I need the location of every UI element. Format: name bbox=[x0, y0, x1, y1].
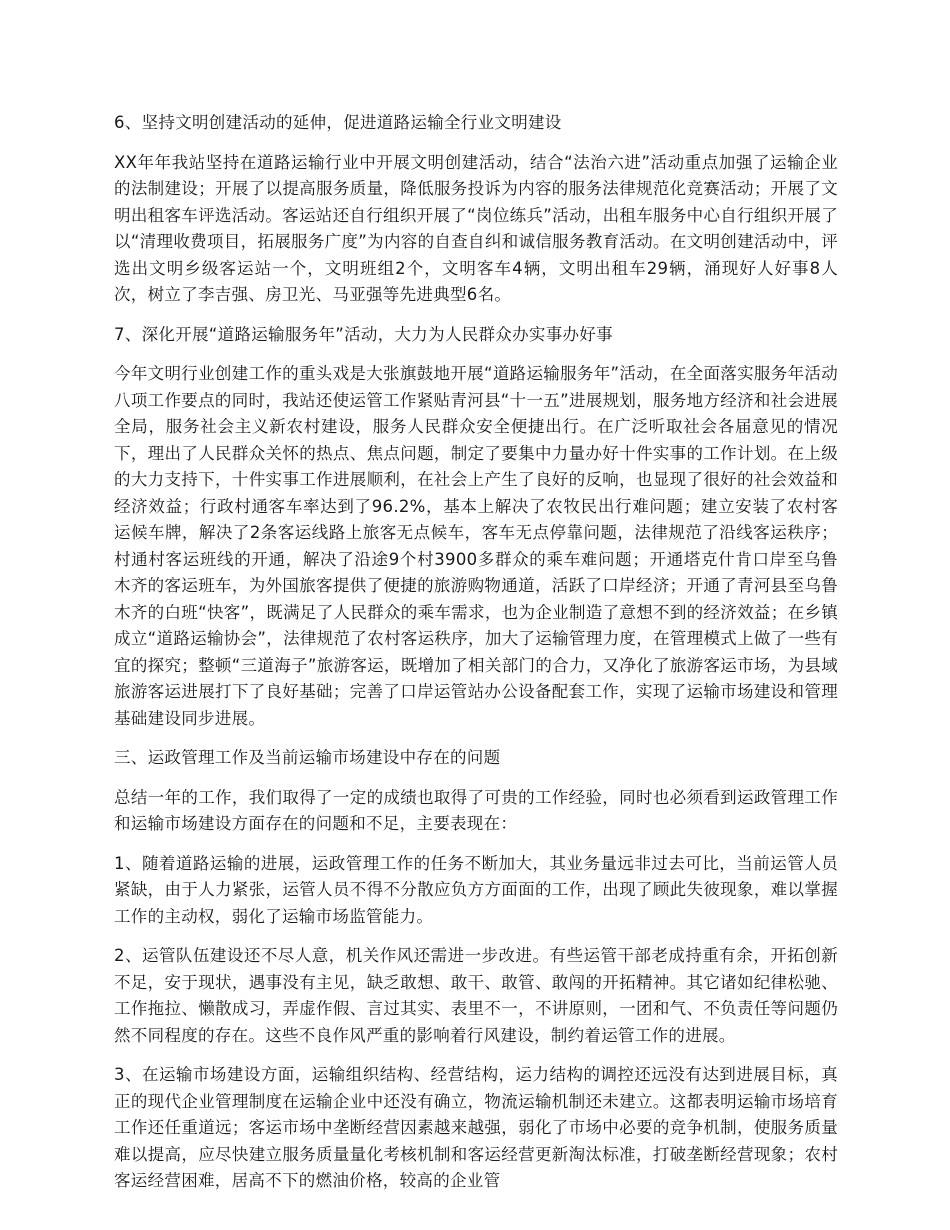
document-page bbox=[114, 110, 838, 1208]
paragraph-problem-2: 2、运管队伍建设还不尽人意，机关作风还需进一步改进。有些运管干部老成持重有余，开拓创新不足，安于现状，遇事没有主见，缺乏敢想、敢干、敢管、敢闯的开拓精神。其它诸如纪律松驰、工作拖拉、懒散成习，弄虚作假、言过其实、表里不一，不讲原则，一团和气、不负责任等问题仍然不同程度的存在。这些不良作风严重的影响着行风建设，制约着运管工作的进展。 bbox=[114, 946, 838, 1045]
section-heading-6: 6、坚持文明创建活动的延伸，促进道路运输全行业文明建设 bbox=[114, 113, 562, 132]
paragraph-civilization-creation: XX年年我站坚持在道路运输行业中开展文明创建活动，结合“法治六进”活动重点加强了运输企业的法制建设；开展了以提高服务质量，降低服务投诉为内容的服务法律规范化竞赛活动；开展了文明出租客车评选活动。客运站还自行组织开展了“岗位练兵”活动，出租车服务中心自行组织开展了以“清理收费项目，拓展服务广度”为内容的自查自纠和诚信服务教育活动。在文明创建活动中，评选出文明乡级客运站一个，文明班组2个，文明客车4辆，文明出租车29辆，涌现好人好事8人次，树立了李吉强、房卫光、马亚强等先进典型6名。 bbox=[114, 152, 838, 304]
paragraph-service-year: 今年文明行业创建工作的重头戏是大张旗鼓地开展“道路运输服务年”活动，在全面落实服务年活动八项工作要点的同时，我站还使运管工作紧贴青河县“十一五”进展规划，服务地方经济和社会进展全局，服务社会主义新农村建设，服务人民群众安全便捷出行。在广泛听取社会各届意见的情况下，理出了人民群众关怀的热点、焦点问题，制定了要集中力量办好十件实事的工作计划。在上级的大力支持下，十件实事工作进展顺利，在社会上产生了良好的反响，也显现了很好的社会效益和经济效益；行政村通客车率达到了96.2%，基本上解决了农牧民出行难问题；建立安装了农村客运候车牌，解决了2条客运线路上旅客无点候车，客车无点停靠问题，法律规范了沿线客运秩序；村通村客运班线的开通，解决了沿途9个村3900多群众的乘车难问题；开通塔克什肯口岸至乌鲁木齐的客运班车，为外国旅客提供了便捷的旅游购物通道，活跃了口岸经济；开通了青河县至乌鲁木齐的白班“快客”，既满足了人民群众的乘车需求，也为企业制造了意想不到的经济效益；在乡镇成立“道路运输协会”，法律规范了农村客运秩序，加大了运输管理力度，在管理模式上做了一些有宜的探究；整顿“三道海子”旅游客运，既增加了相关部门的合力，又净化了旅游客运市场，为县域旅游客运进展打下了良好基础；完善了口岸运管站办公设备配套工作，实现了运输市场建设和管理基础建设同步进展。 bbox=[114, 364, 838, 728]
paragraph-problem-3: 3、在运输市场建设方面，运输组织结构、经营结构，运力结构的调控还远没有达到进展目标，真正的现代企业管理制度在运输企业中还没有确立，物流运输机制还未建立。这都表明运输市场培育工作还任重道远；客运市场中垄断经营因素越来越强，弱化了市场中必要的竞争机制，使服务质量难以提高，应尽快建立服务质量量化考核机制和客运经营更新淘汰标准，打破垄断经营现象；农村客运经营困难，居高不下的燃油价格，较高的企业管 bbox=[114, 1065, 838, 1190]
section-heading-problems: 三、运政管理工作及当前运输市场建设中存在的问题 bbox=[114, 748, 501, 767]
paragraph-problem-1: 1、随着道路运输的进展，运政管理工作的任务不断加大，其业务量远非过去可比，当前运管人员紧缺，由于人力紧张，运管人员不得不分散应负方方面面的工作，出现了顾此失彼现象，难以掌握工作的主动权，弱化了运输市场监管能力。 bbox=[114, 853, 838, 926]
section-heading-7: 7、深化开展“道路运输服务年”活动，大力为人民群众办实事办好事 bbox=[114, 324, 613, 344]
paragraph-summary: 总结一年的工作，我们取得了一定的成绩也取得了可贵的工作经验，同时也必须看到运政管理工作和运输市场建设方面存在的问题和不足，主要表现在： bbox=[114, 787, 838, 833]
